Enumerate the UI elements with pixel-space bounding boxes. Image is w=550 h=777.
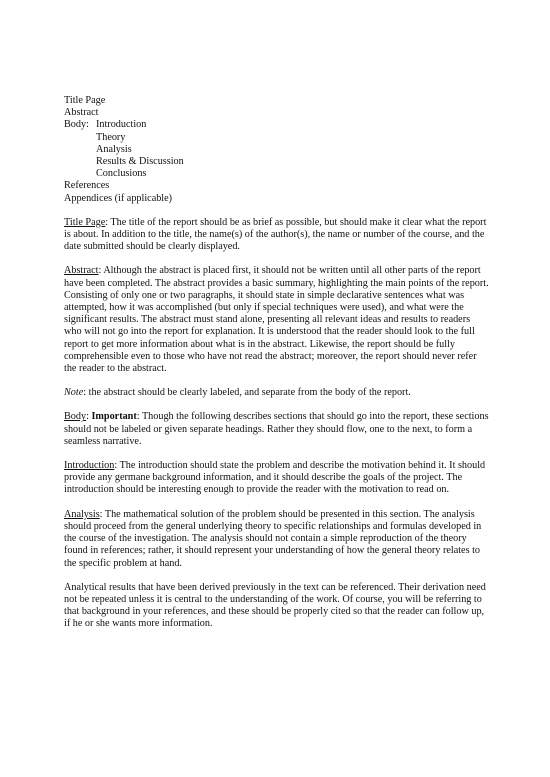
- introduction-text: : The introduction should state the problem and describe the motivation behind it. It should provide any germane background information, and it should describe the goals of the project. The introduction should be interesting enough to provide the reader with the motivation to read on.: [64, 460, 486, 496]
- report-outline: [64, 95, 489, 205]
- abstract-paragraph: [64, 265, 489, 375]
- body-important-label: Important: [91, 411, 137, 423]
- outline-body-item-introduction: Introduction: [96, 119, 147, 131]
- body-paragraph: [64, 411, 489, 448]
- outline-body-item-analysis: Analysis: [96, 143, 132, 155]
- introduction-heading: Introduction: [64, 460, 115, 472]
- note-paragraph: [64, 387, 489, 399]
- body-text: : Though the following describes sections that should go into the report, these sections should not be labeled or given separate headings. Rather they should flow, one to the next, to form a seamless narrative.: [64, 411, 489, 447]
- analysis-paragraph: [64, 509, 489, 570]
- outline-body-item-results: Results & Discussion: [96, 156, 184, 168]
- document-page: [64, 95, 489, 641]
- note-text: : the abstract should be clearly labeled, and separate from the body of the report.: [83, 387, 411, 399]
- introduction-paragraph: [64, 460, 489, 497]
- analysis-text: : The mathematical solution of the problem should be presented in this section. The analysis should proceed from the general underlying theory to specific relationships and formulas developed in the course of the investigation. The analysis should not contain a simple reproduction of the theory found in references; rather, it should represent your understanding of how the general theory relates to the specific problem at hand.: [64, 508, 482, 569]
- outline-appendices: Appendices (if applicable): [64, 192, 173, 204]
- outline-abstract: Abstract: [64, 107, 99, 119]
- analytical-results-paragraph: Analytical results that have been derived previously in the text can be referenced. Their derivation need not be repeated unless it is central to the understanding of the work. Of course, you will be referring to that background in your references, and these should be properly cited so that the reader can follow up, if he or she wants more information.: [64, 581, 486, 630]
- note-label: Note: [64, 387, 84, 399]
- outline-title-page: Title Page: [64, 95, 106, 106]
- abstract-text: : Although the abstract is placed first, it should not be written until all other parts of the report have been completed. The abstract provides a basic summary, highlighting the main points of the report. Consisting of only one or two paragraphs, it should state in simple declarative sentences what was attempted, how it was accomplished (but only if special techniques were used), and what were the significant results. The abstract must stand alone, presenting all relevant ideas and results to readers who will not go into the report for explanation. It is understood that the reader should look to the full report to get more information about what is in the abstract. Likewise, the report should be fully comprehensible even to those who have not read the abstract; moreover, the report should never refer the reader to the abstract.: [64, 265, 489, 375]
- abstract-heading: Abstract: [64, 265, 99, 277]
- outline-references: References: [64, 180, 110, 192]
- outline-body-item-theory: Theory: [96, 131, 126, 143]
- analysis-heading: Analysis: [64, 508, 100, 520]
- body-heading: Body: [64, 411, 87, 423]
- body-colon: :: [86, 411, 92, 423]
- outline-body: [64, 119, 489, 131]
- outline-body-label: Body:: [64, 119, 89, 131]
- title-page-heading: Title Page: [64, 216, 106, 228]
- title-page-text: : The title of the report should be as brief as possible, but should make it clear what the report is about. In addition to the title, the name(s) of the author(s), the name or number of the course, and the date submitted should be clearly displayed.: [64, 216, 487, 253]
- outline-body-item-conclusions: Conclusions: [96, 168, 147, 180]
- title-page-paragraph: [64, 217, 489, 254]
